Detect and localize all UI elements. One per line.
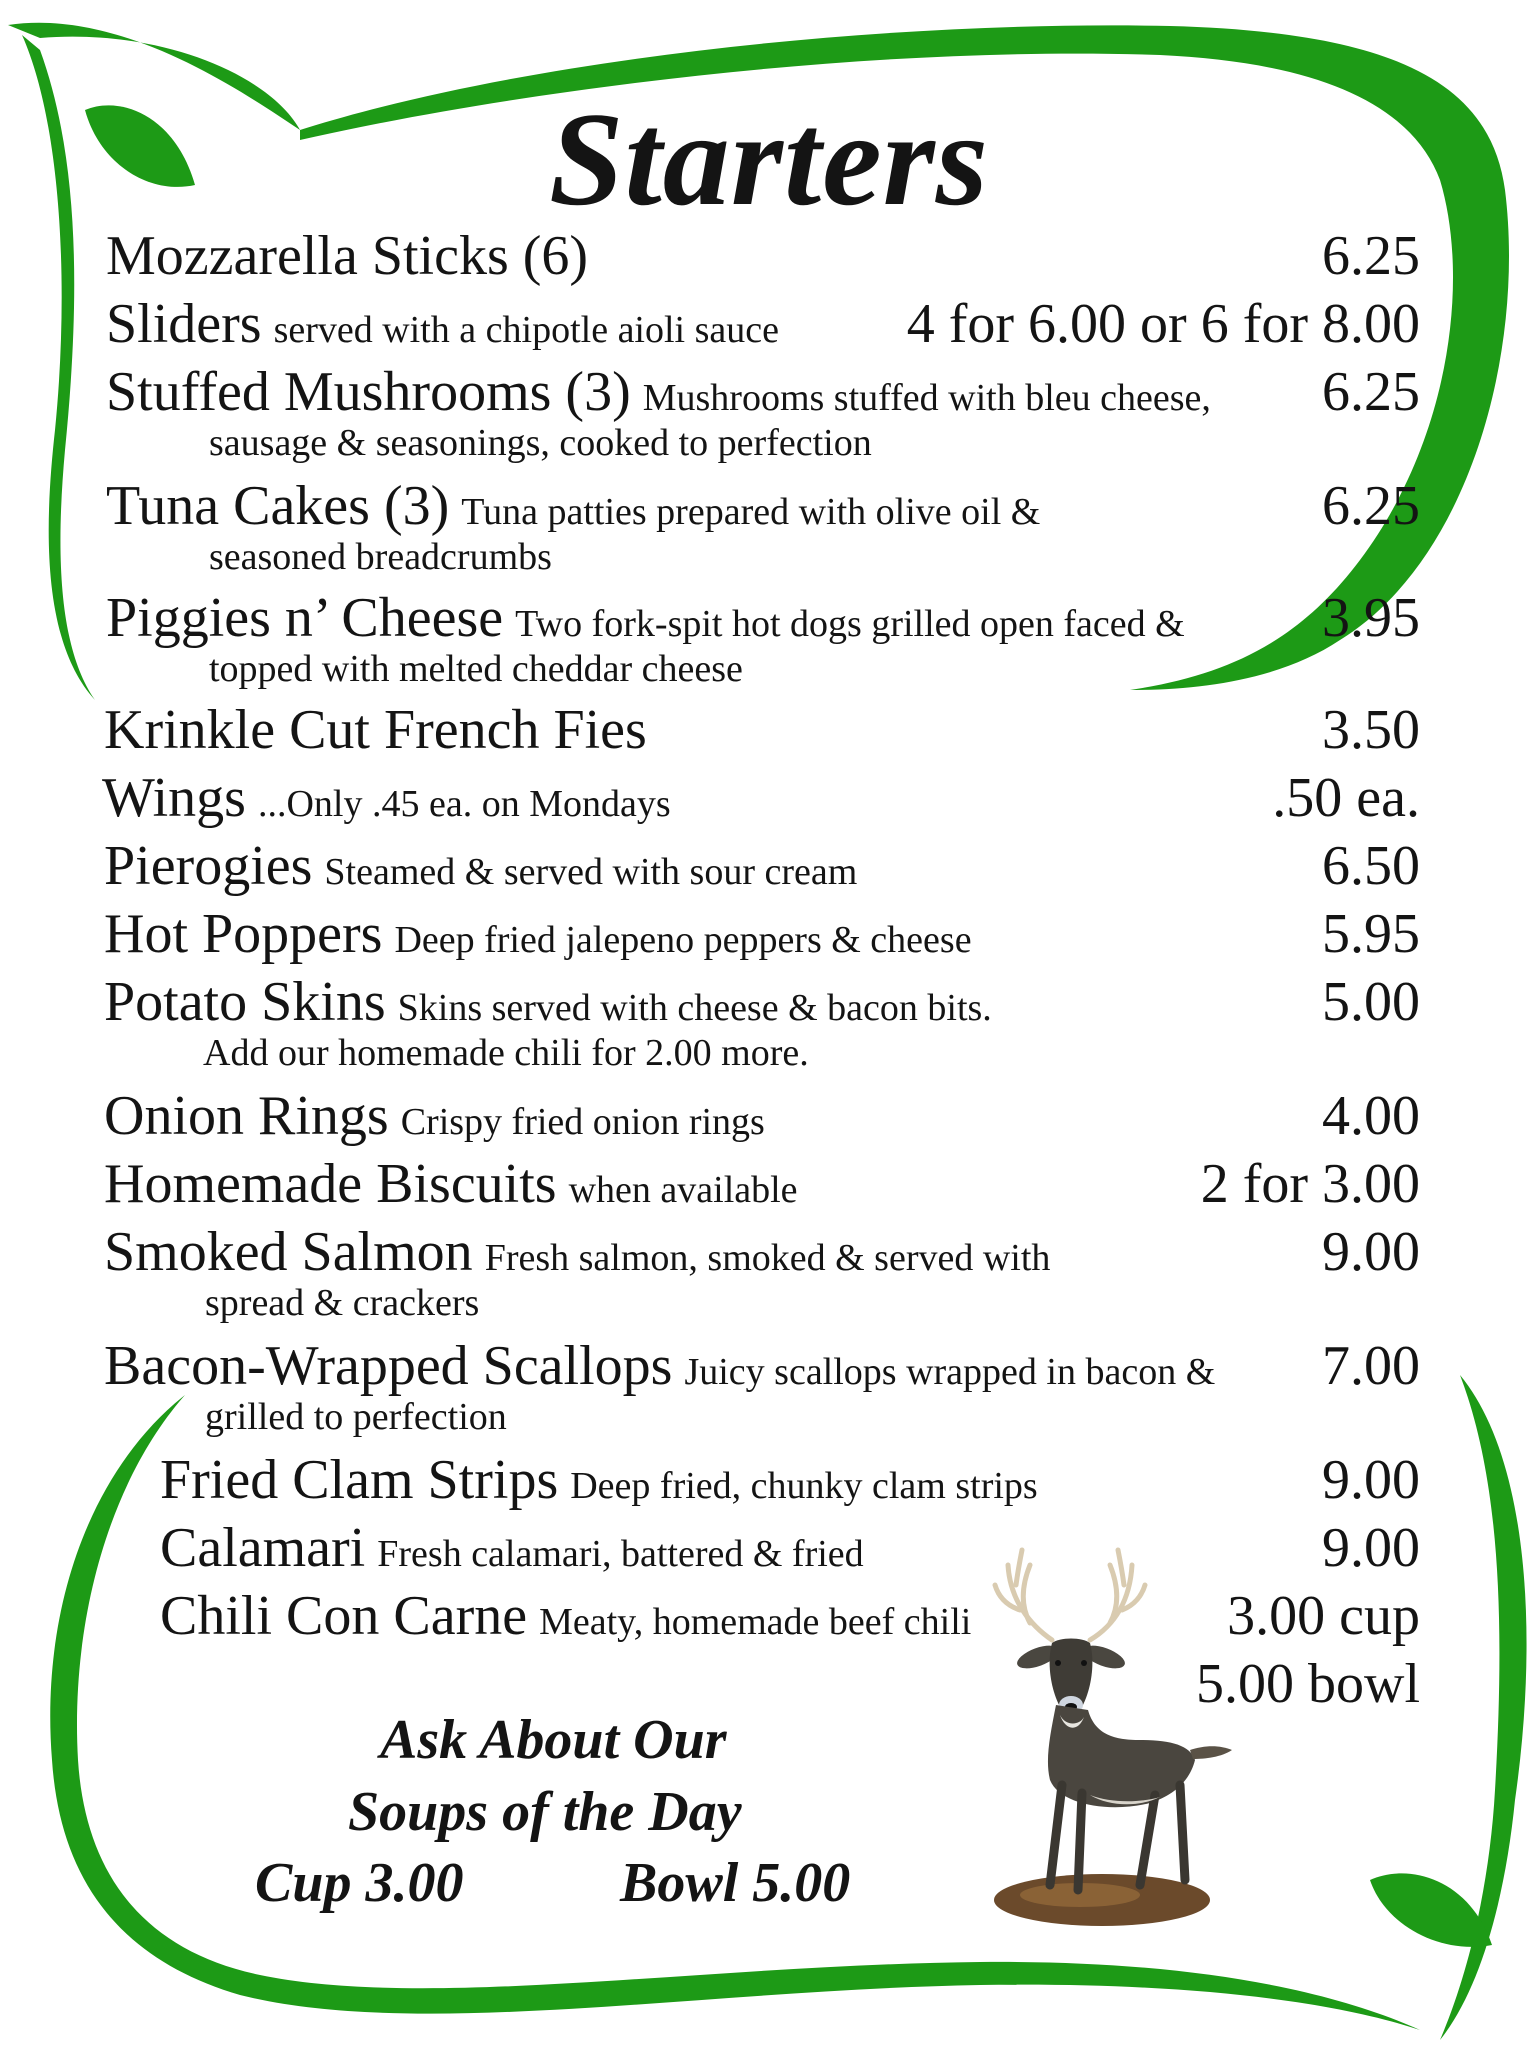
item-description-continued: topped with melted cheddar cheese bbox=[209, 648, 743, 690]
item-description: Two fork-spit hot dogs grilled open faced & bbox=[515, 603, 1185, 645]
menu-item bbox=[0, 1514, 1538, 1582]
deer-eye bbox=[1055, 1660, 1061, 1666]
item-name: Onion Rings bbox=[104, 1085, 389, 1147]
item-name: Fried Clam Strips bbox=[160, 1449, 559, 1511]
soup-bowl-price: Bowl 5.00 bbox=[620, 1852, 851, 1914]
menu-item bbox=[0, 968, 1538, 1076]
item-price: 3.00 cup bbox=[1227, 1585, 1420, 1647]
item-description: Fresh calamari, battered & fried bbox=[377, 1533, 864, 1575]
item-description: Skins served with cheese & bacon bits. bbox=[397, 987, 992, 1029]
item-name: Bacon-Wrapped Scallops bbox=[104, 1335, 673, 1397]
item-price: 7.00 bbox=[1322, 1335, 1420, 1397]
menu-item bbox=[0, 1582, 1538, 1715]
item-description: Crispy fried onion rings bbox=[400, 1101, 765, 1143]
item-name: Piggies n’ Cheese bbox=[106, 587, 504, 649]
item-description: Steamed & served with sour cream bbox=[324, 851, 858, 893]
item-name: Mozzarella Sticks (6) bbox=[106, 225, 589, 287]
item-description: served with a chipotle aioli sauce bbox=[273, 309, 779, 351]
item-description: Meaty, homemade beef chili bbox=[539, 1601, 972, 1643]
item-price: 2 for 3.00 bbox=[1200, 1153, 1420, 1215]
menu-item bbox=[0, 1150, 1538, 1218]
item-name: Tuna Cakes (3) bbox=[106, 475, 450, 537]
item-name: Stuffed Mushrooms (3) bbox=[106, 361, 631, 423]
item-price: 5.95 bbox=[1322, 903, 1420, 965]
menu-item bbox=[0, 472, 1538, 580]
item-description-continued: grilled to perfection bbox=[205, 1396, 507, 1438]
item-description: when available bbox=[568, 1169, 798, 1211]
menu-item bbox=[0, 222, 1538, 290]
menu-item bbox=[0, 832, 1538, 900]
menu-item bbox=[0, 1082, 1538, 1150]
item-name: Smoked Salmon bbox=[104, 1221, 473, 1283]
soup-cup-price: Cup 3.00 bbox=[255, 1852, 464, 1914]
menu-item bbox=[0, 696, 1538, 764]
item-description: Tuna patties prepared with olive oil & bbox=[461, 491, 1041, 533]
antlers bbox=[995, 1550, 1145, 1640]
item-description-continued: sausage & seasonings, cooked to perfection bbox=[209, 422, 872, 464]
item-description: Deep fried jalepeno peppers & cheese bbox=[394, 919, 972, 961]
item-description-continued: seasoned breadcrumbs bbox=[209, 536, 552, 578]
item-price: 9.00 bbox=[1322, 1221, 1420, 1283]
item-price: 4 for 6.00 or 6 for 8.00 bbox=[906, 293, 1420, 355]
deer-eye bbox=[1081, 1660, 1087, 1666]
item-name: Chili Con Carne bbox=[160, 1585, 528, 1647]
menu-item bbox=[0, 1332, 1538, 1440]
item-price: 4.00 bbox=[1322, 1085, 1420, 1147]
item-price: 6.25 bbox=[1322, 361, 1420, 423]
item-price-secondary: 5.00 bowl bbox=[1196, 1653, 1420, 1715]
item-price: 3.95 bbox=[1322, 587, 1420, 649]
item-description-continued: spread & crackers bbox=[205, 1282, 480, 1324]
item-description: Fresh salmon, smoked & served with bbox=[484, 1237, 1051, 1279]
item-price: 5.00 bbox=[1322, 971, 1420, 1033]
item-name: Pierogies bbox=[104, 835, 313, 897]
item-description-continued: Add our homemade chili for 2.00 more. bbox=[203, 1032, 809, 1074]
item-price: 6.25 bbox=[1322, 225, 1420, 287]
deer-body bbox=[1048, 1705, 1195, 1807]
menu-item bbox=[0, 1218, 1538, 1326]
soup-callout-line2: Soups of the Day bbox=[348, 1781, 742, 1843]
item-name: Potato Skins bbox=[104, 971, 386, 1033]
deer-illustration bbox=[990, 1545, 1250, 1935]
item-price: 6.25 bbox=[1322, 475, 1420, 537]
deer-tail bbox=[1190, 1746, 1232, 1759]
item-description: ...Only .45 ea. on Mondays bbox=[257, 783, 671, 825]
item-price: .50 ea. bbox=[1272, 767, 1420, 829]
menu-item bbox=[0, 764, 1538, 832]
item-price: 6.50 bbox=[1322, 835, 1420, 897]
item-description: Juicy scallops wrapped in bacon & bbox=[684, 1351, 1216, 1393]
menu-title: Starters bbox=[549, 85, 989, 233]
item-name: Krinkle Cut French Fies bbox=[104, 699, 647, 761]
item-name: Homemade Biscuits bbox=[104, 1153, 557, 1215]
item-name: Calamari bbox=[160, 1517, 366, 1579]
item-name: Hot Poppers bbox=[104, 903, 383, 965]
menu-item bbox=[0, 290, 1538, 358]
menu-item bbox=[0, 358, 1538, 466]
menu-item bbox=[0, 900, 1538, 968]
item-name: Wings bbox=[102, 767, 246, 829]
menu-item bbox=[0, 584, 1538, 692]
soup-callout-line1: Ask About Our bbox=[380, 1709, 727, 1771]
menu-item bbox=[0, 1446, 1538, 1514]
item-name: Sliders bbox=[106, 293, 262, 355]
item-description: Deep fried, chunky clam strips bbox=[570, 1465, 1038, 1507]
item-price: 3.50 bbox=[1322, 699, 1420, 761]
leaf-icon bbox=[1370, 1873, 1492, 1947]
item-price: 9.00 bbox=[1322, 1517, 1420, 1579]
item-description: Mushrooms stuffed with bleu cheese, bbox=[642, 377, 1211, 419]
item-price: 9.00 bbox=[1322, 1449, 1420, 1511]
